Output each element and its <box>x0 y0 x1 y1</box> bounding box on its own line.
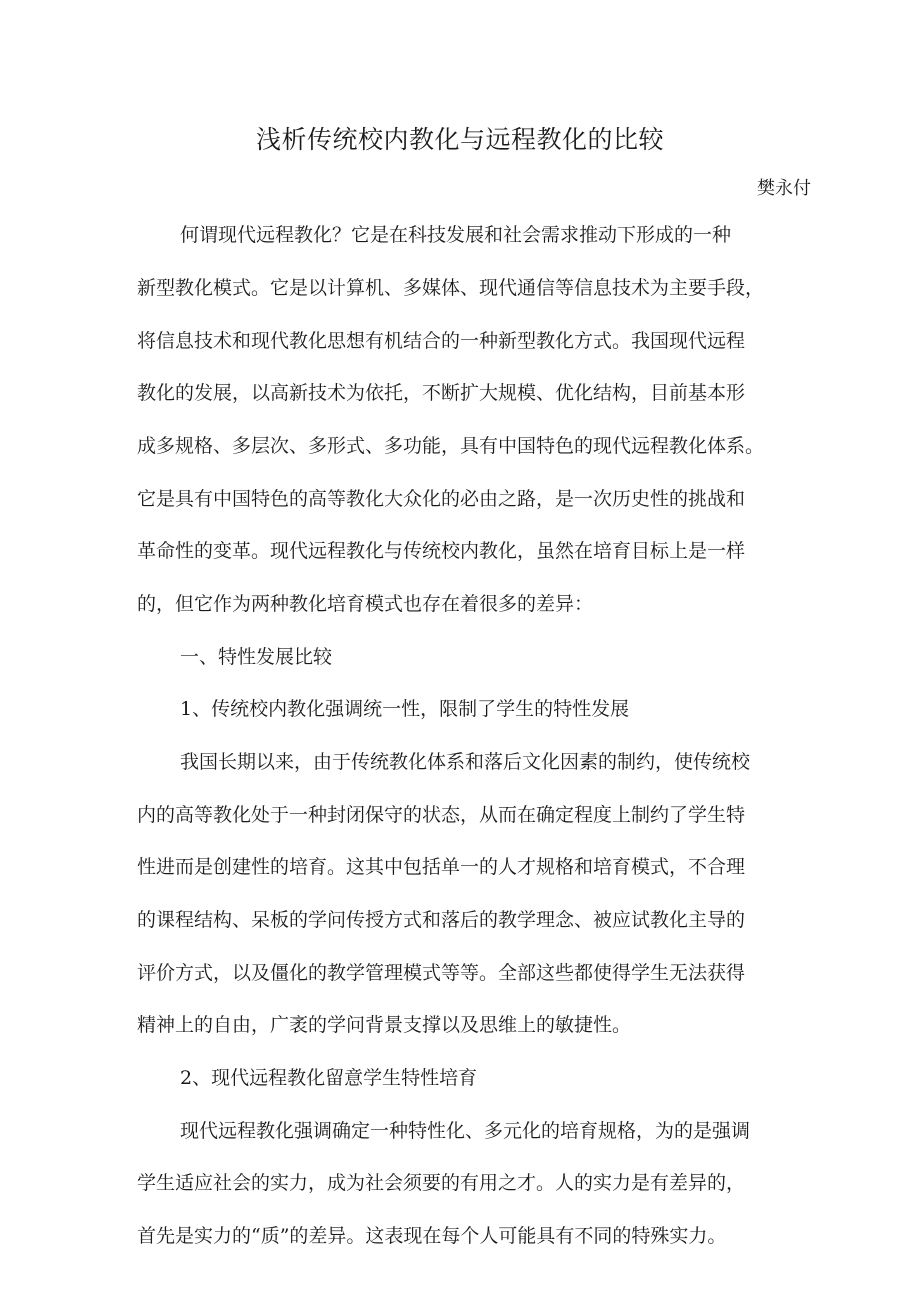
text-line: 何谓现代远程教化？它是在科技发展和社会需求推动下形成的一种 <box>180 224 732 246</box>
text-line: 内的高等教化处于一种封闭保守的状态，从而在确定程度上制约了学生特 <box>137 804 746 826</box>
text-line: 将信息技术和现代教化思想有机结合的一种新型教化方式。我国现代远程 <box>137 330 746 352</box>
section-heading: 一、特性发展比较 <box>180 646 333 668</box>
text-line: 现代远程教化强调确定一种特性化、多元化的培育规格，为的是强调 <box>180 1120 751 1142</box>
document-title: 浅析传统校内教化与远程教化的比较 <box>255 125 664 154</box>
text-line: 评价方式，以及僵化的教学管理模式等等。全部这些都使得学生无法获得 <box>137 962 746 984</box>
subsection-heading: 2、现代远程教化留意学生特性培育 <box>180 1067 478 1089</box>
text-line: 的，但它作为两种教化培育模式也存在着很多的差异： <box>137 593 594 615</box>
text-line: 精神上的自由，广袤的学问背景支撑以及思维上的敏捷性。 <box>137 1014 632 1036</box>
text-line: 我国长期以来，由于传统教化体系和落后文化因素的制约，使传统校 <box>180 751 751 773</box>
subsection-heading: 1、传统校内教化强调统一性，限制了学生的特性发展 <box>180 698 630 720</box>
text-line: 革命性的变革。现代远程教化与传统校内教化，虽然在培育目标上是一样 <box>137 540 746 562</box>
text-line: 的课程结构、呆板的学问传授方式和落后的教学理念、被应试教化主导的 <box>137 909 746 931</box>
text-line: 学生适应社会的实力，成为社会须要的有用之才。人的实力是有差异的， <box>137 1172 746 1194</box>
text-line: 首先是实力的“质”的差异。这表现在每个人可能具有不同的特殊实力。 <box>137 1225 727 1247</box>
author-name: 樊永付 <box>757 178 811 199</box>
text-line: 教化的发展，以高新技术为依托，不断扩大规模、优化结构，目前基本形 <box>137 382 746 404</box>
text-line: 它是具有中国特色的高等教化大众化的必由之路，是一次历史性的挑战和 <box>137 488 746 510</box>
text-line: 成多规格、多层次、多形式、多功能，具有中国特色的现代远程教化体系。 <box>137 435 765 457</box>
text-line: 性进而是创建性的培育。这其中包括单一的人才规格和培育模式，不合理 <box>137 856 746 878</box>
text-line: 新型教化模式。它是以计算机、多媒体、现代通信等信息技术为主要手段， <box>137 277 765 299</box>
